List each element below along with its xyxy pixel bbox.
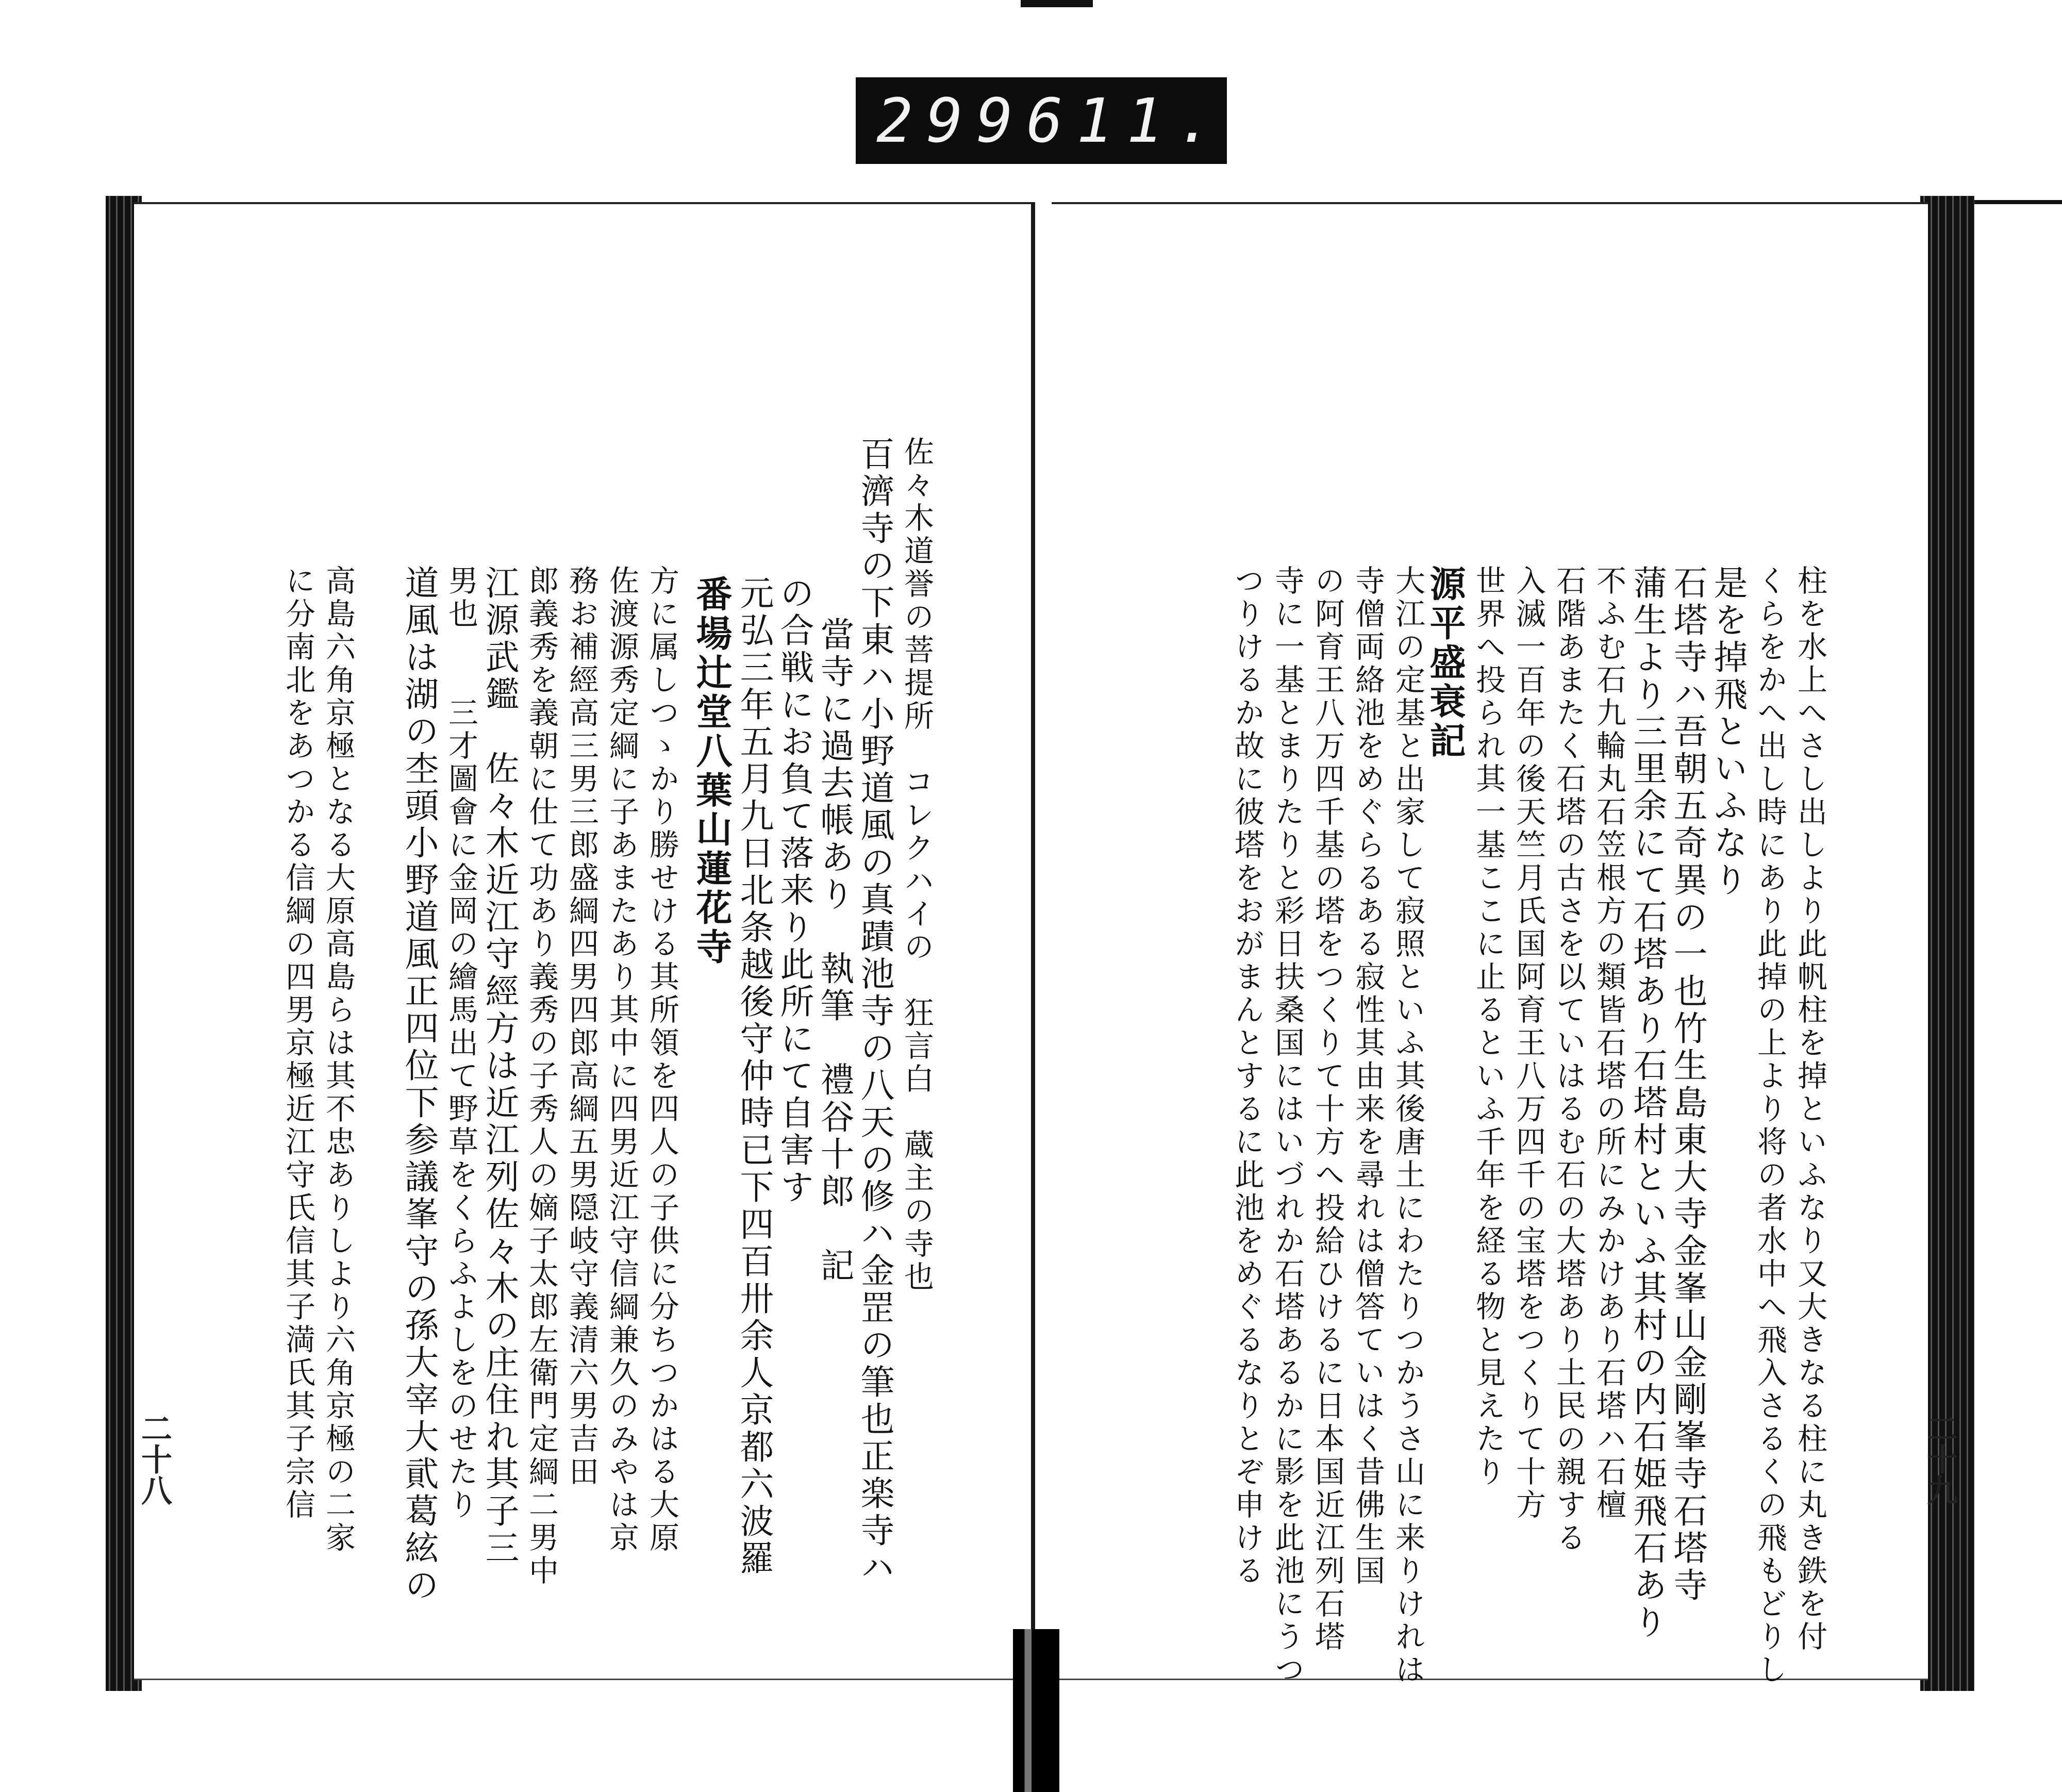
text-column: 世界へ投られ其一基ここに止るといふ千年を経る物と見えたり	[1471, 565, 1506, 1489]
text-column: 入滅一百年の後天竺月氏国阿育王八万四千の宝塔をつくりて十方	[1511, 565, 1546, 1522]
text-column: 男也 三才圖會に金岡の繪馬出て野草をくらふよしをのせたり	[443, 565, 478, 1522]
text-column: 源平盛衰記	[1424, 565, 1467, 761]
text-column: 郎義秀を義朝に仕て功あり義秀の子秀人の嫡子太郎左衛門定綱二男中	[524, 565, 559, 1588]
text-column: 高島六角京極となる大原高島らは其不忠ありしより六角京極の二家	[321, 565, 356, 1555]
text-column: 元弘三年五月九日北条越後守仲時已下四百卅余人京都六波羅	[734, 575, 774, 1578]
text-column: 寺に一基とまりたりと彩日扶桑国にはいづれか石塔あるかに影を此池にうつ	[1270, 565, 1305, 1687]
page-number-right: 二十九	[1922, 1413, 1958, 1505]
text-column: の合戦にお負て落来り此所にて自害す	[774, 575, 814, 1206]
bookmark-ribbon	[1013, 1629, 1059, 1792]
text-column: つりけるか故に彼塔をおがまんとするに此池をめぐるなりとぞ申ける	[1229, 565, 1265, 1588]
text-column: 江源武鑑 佐々木近江守經方は近江列佐々木の庄住れ其子三	[479, 565, 519, 1567]
book-gutter	[1031, 202, 1035, 1682]
text-column: くらをかへ出し時にあり此掉の上より将の者水中へ飛入さるくの飛もどりし	[1752, 565, 1787, 1687]
text-column: に分南北をあつかる信綱の四男京極近江守氏信其子満氏其子宗信	[280, 565, 315, 1522]
text-column: 務お補經高三男三郎盛綱四男四郎高綱五男隠岐守義清六男吉田	[564, 565, 599, 1489]
text-column: 佐渡源秀定綱に子あまたあり其中に四男近江守信綱兼久のみやは京	[604, 565, 639, 1555]
text-column: 大江の定基と出家して寂照といふ其後唐土にわたりつかうさ山に来りけれは	[1390, 565, 1425, 1687]
right-page	[1052, 202, 1928, 1687]
text-column: 柱を水上へさし出しより此帆柱を掉といふなり又大きなる柱に丸き鉄を付	[1792, 565, 1827, 1654]
text-column: 道風は湖の杢頭小野道風正四位下参議峯守の孫大宰大貮葛絃の	[399, 565, 439, 1604]
text-column: 石階あまたく石塔の古さを以ていはるむ石の大塔あり土民の親する	[1551, 565, 1586, 1555]
text-column: 不ふむ石九輪丸石笠根方の類皆石塔の所にみかけあり石塔ハ石檀	[1591, 565, 1626, 1522]
text-column: 佐々木道誉の菩提所 コレクハイの 狂言白 蔵主の寺也	[899, 436, 934, 1294]
catalog-stamp	[856, 77, 1227, 164]
scan-top-mark	[1021, 0, 1093, 7]
text-column: 當寺に過去帳あり 執筆 禮谷十郎 記	[814, 617, 854, 1285]
text-column: 是を掉飛といふなり	[1708, 565, 1748, 899]
page-number-left: 二十八	[136, 1413, 172, 1505]
text-column: 番場辻堂八葉山蓮花寺	[690, 575, 733, 967]
text-column: の阿育王八万四千基の塔をつくりて十方へ投給ひけるに日本国近江列石塔	[1310, 565, 1345, 1654]
text-column: 石塔寺ハ吾朝五奇異の一也竹生島東大寺金峯山金剛峯寺石塔寺	[1668, 565, 1707, 1604]
stamp-number-right: 611.	[1026, 85, 1227, 156]
text-column: 百濟寺の下東ハ小野道風の真蹟池寺の八天の修ハ金罡の筆也正楽寺ハ	[855, 436, 894, 1587]
text-column: 方に属しつゝかり勝せける其所領を四人の子供に分ちつかはる大原	[644, 565, 679, 1555]
stamp-number-left: 299	[876, 85, 1027, 156]
text-column: 寺僧両絡池をめぐらるある寂性其由来を尋れは僧答ていはく昔佛生国	[1350, 565, 1385, 1588]
text-column: 蒲生より三里余にて石塔あり石塔村といふ其村の内石姫飛石あり	[1627, 565, 1667, 1641]
left-page	[134, 202, 1034, 1680]
